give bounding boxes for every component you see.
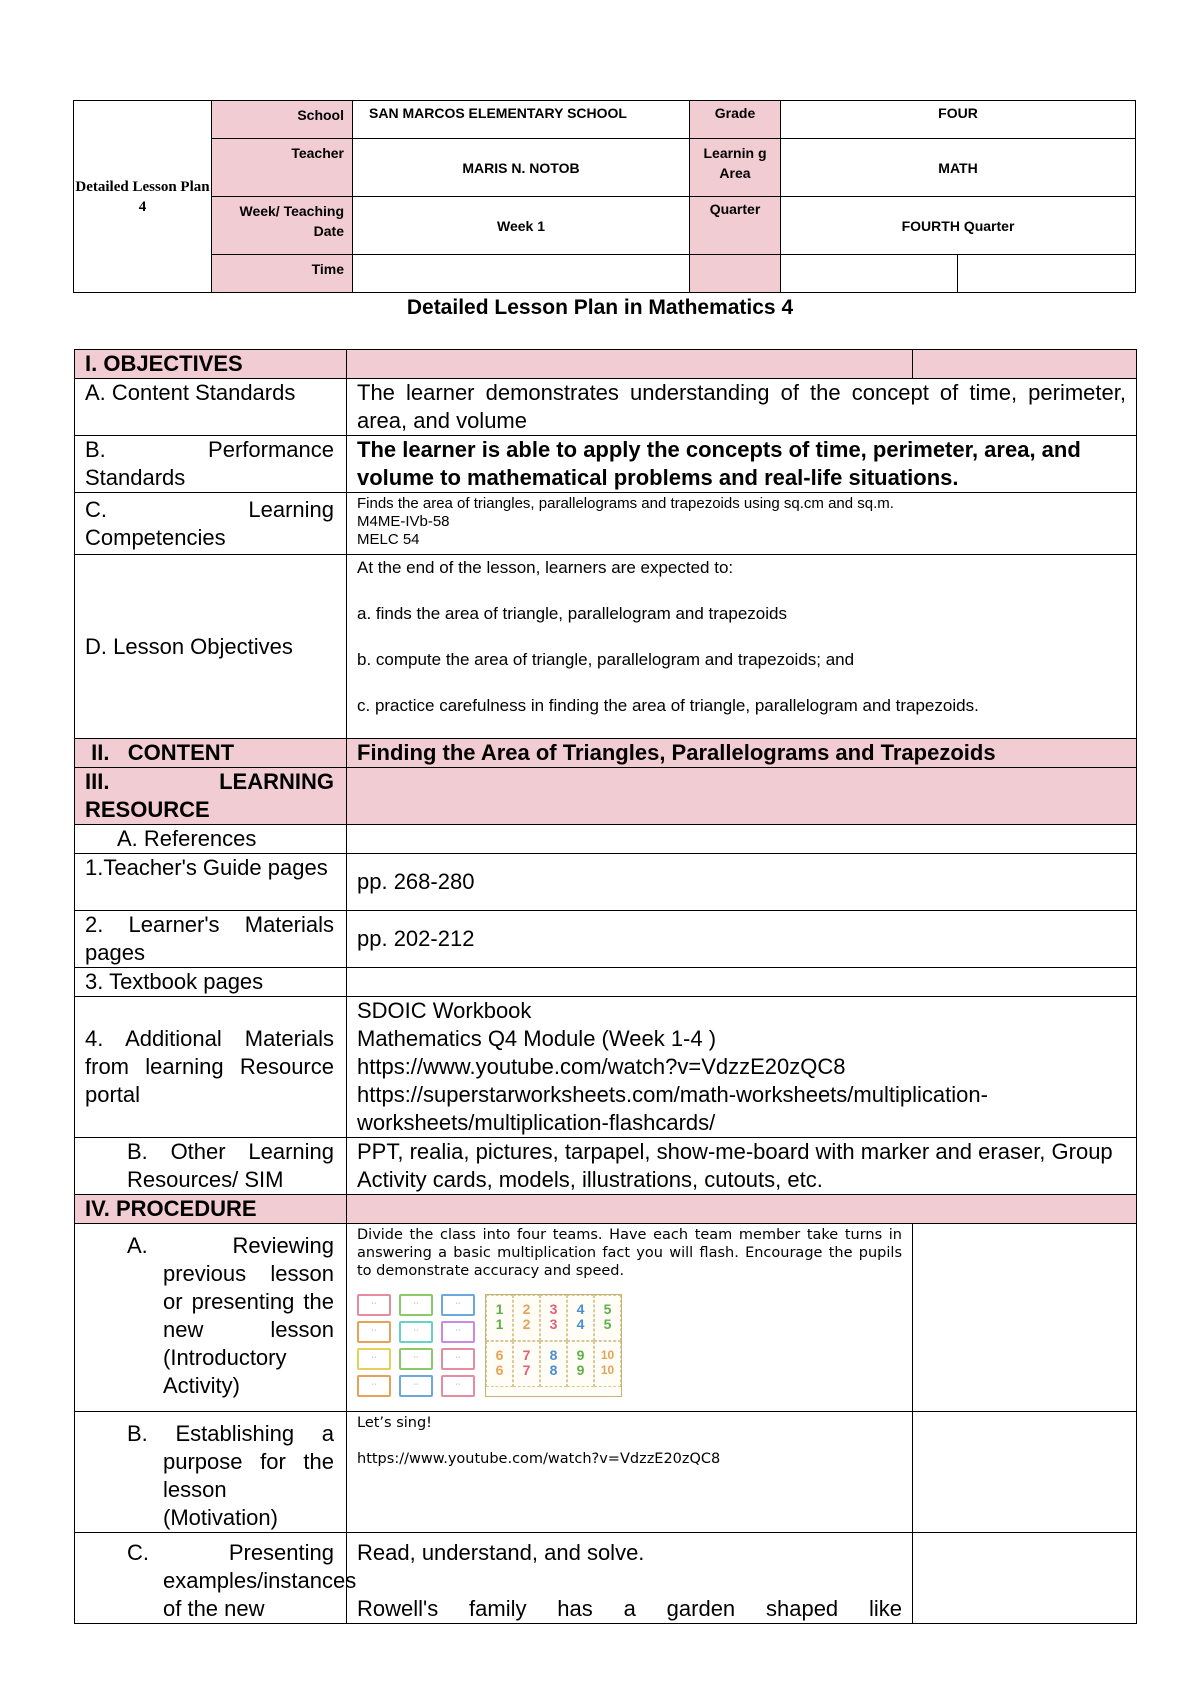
procedure-c-text-2: Rowell's family has a garden shaped like xyxy=(357,1596,902,1621)
objectives-heading-empty xyxy=(347,350,913,379)
lesson-objective-a: a. finds the area of triangle, parallelogram and trapezoids xyxy=(357,604,787,623)
procedure-a-empty xyxy=(913,1224,1137,1412)
procedure-c-label: C. Presenting examples/instances of the new xyxy=(75,1533,347,1624)
other-resources-value: PPT, realia, pictures, tarpapel, show-me-board with marker and eraser, Group Activity cards, models, illustrations, cutouts, etc. xyxy=(347,1138,1137,1195)
additional-1: SDOIC Workbook xyxy=(357,998,532,1023)
objectives-heading-empty-2 xyxy=(913,350,1137,379)
content-value: Finding the Area of Triangles, Parallelograms and Trapezoids xyxy=(347,739,1137,768)
flash-card: ·· xyxy=(441,1321,475,1343)
learners-materials-value: pp. 202-212 xyxy=(347,911,1137,968)
procedure-b-link[interactable]: https://www.youtube.com/watch?v=VdzzE20zQC8 xyxy=(357,1451,721,1467)
learning-competencies-value xyxy=(347,493,1137,555)
flash-number: 1 1 xyxy=(486,1295,513,1341)
header-table xyxy=(73,100,1136,293)
flash-card: ·· xyxy=(399,1294,433,1316)
lesson-objective-c: c. practice carefulness in finding the area of triangle, parallelogram and trapezoids. xyxy=(357,696,979,715)
flash-cards-small xyxy=(357,1294,475,1397)
learning-resource-empty xyxy=(347,768,1137,825)
procedure-a-text: Divide the class into four teams. Have each team member take turns in answering a basic multiplication fact you will flash. Encourage the pupils to demonstrate accuracy and speed. xyxy=(357,1227,902,1279)
grade-label: Grade xyxy=(690,101,781,139)
time-label: Time xyxy=(212,255,353,293)
procedure-b-empty xyxy=(913,1412,1137,1533)
learning-area-value: MATH xyxy=(781,139,1136,197)
week-value: Week 1 xyxy=(353,197,690,255)
procedure-c-empty xyxy=(913,1533,1137,1624)
flash-card: ·· xyxy=(399,1321,433,1343)
lesson-objectives-value xyxy=(347,555,1137,739)
competency-code: M4ME-IVb-58 xyxy=(357,513,450,530)
time-empty-1 xyxy=(690,255,781,293)
procedure-b-value xyxy=(347,1412,913,1533)
procedure-a-value xyxy=(347,1224,913,1412)
performance-standards-value: The learner is able to apply the concepts of time, perimeter, area, and volume to mathematical problems and real-life situations. xyxy=(347,436,1137,493)
flash-number: 6 6 xyxy=(486,1341,513,1387)
additional-link-1[interactable]: https://www.youtube.com/watch?v=VdzzE20zQC8 xyxy=(357,1054,846,1079)
flash-number: 7 7 xyxy=(513,1341,540,1387)
references-label: A. References xyxy=(75,825,347,854)
flash-card: ·· xyxy=(441,1294,475,1316)
flash-number: 9 9 xyxy=(567,1341,594,1387)
learning-area-label: Learnin g Area xyxy=(690,139,781,197)
performance-standards-label: B. Performance Standards xyxy=(75,436,347,493)
time-empty-3 xyxy=(958,255,1136,293)
side-label: Detailed Lesson Plan 4 xyxy=(74,101,212,293)
lesson-intro: At the end of the lesson, learners are expected to: xyxy=(357,558,734,577)
content-standards-value: The learner demonstrates understanding of the concept of time, perimeter, area, and volume xyxy=(347,379,1137,436)
learners-materials-label: 2. Learner's Materials pages xyxy=(75,911,347,968)
grade-value: FOUR xyxy=(781,101,1136,139)
procedure-heading-empty xyxy=(347,1195,1137,1224)
teachers-guide-value: pp. 268-280 xyxy=(347,854,1137,911)
time-empty-2 xyxy=(781,255,958,293)
flash-number: 5 5 xyxy=(594,1295,621,1341)
lesson-plan-table xyxy=(74,349,1137,1624)
flash-card: ·· xyxy=(357,1294,391,1316)
additional-materials-value xyxy=(347,997,1137,1138)
flash-number: 2 2 xyxy=(513,1295,540,1341)
learning-resource-heading: III. LEARNING RESOURCE xyxy=(75,768,347,825)
time-value xyxy=(353,255,690,293)
teacher-label: Teacher xyxy=(212,139,353,197)
additional-materials-label: 4. Additional Materials from learning Resource portal xyxy=(75,997,347,1138)
references-empty xyxy=(347,825,1137,854)
flash-card: ·· xyxy=(441,1348,475,1370)
quarter-label: Quarter xyxy=(690,197,781,255)
flash-number: 4 4 xyxy=(567,1295,594,1341)
teacher-value: MARIS N. NOTOB xyxy=(353,139,690,197)
objectives-heading: I. OBJECTIVES xyxy=(75,350,347,379)
competency-melc: MELC 54 xyxy=(357,531,420,548)
procedure-heading: IV. PROCEDURE xyxy=(75,1195,347,1224)
flash-number: 8 8 xyxy=(540,1341,567,1387)
flash-cards-image xyxy=(357,1294,902,1397)
flash-cards-numbers xyxy=(485,1294,622,1397)
flash-card: ·· xyxy=(399,1348,433,1370)
school-label: School xyxy=(212,101,353,139)
textbook-empty xyxy=(347,968,1137,997)
flash-card: ·· xyxy=(441,1375,475,1397)
procedure-a-label: A. Reviewing previous lesson or presenting the new lesson (Introductory Activity) xyxy=(75,1224,347,1412)
school-value: SAN MARCOS ELEMENTARY SCHOOL xyxy=(353,101,690,139)
additional-link-2[interactable]: https://superstarworksheets.com/math-worksheets/multiplication-worksheets/multiplication-flashcards/ xyxy=(357,1082,988,1135)
document-title: Detailed Lesson Plan in Mathematics 4 xyxy=(406,296,794,319)
procedure-b-label: B. Establishing a purpose for the lesson (Motivation) xyxy=(75,1412,347,1533)
teachers-guide-label: 1.Teacher's Guide pages xyxy=(75,854,347,911)
flash-number: 10 10 xyxy=(594,1341,621,1387)
learning-competencies-label: C. Learning Competencies xyxy=(75,493,347,555)
procedure-b-text: Let’s sing! xyxy=(357,1415,432,1431)
week-label: Week/ Teaching Date xyxy=(212,197,353,255)
flash-number: 3 3 xyxy=(540,1295,567,1341)
competency-text: Finds the area of triangles, parallelograms and trapezoids using sq.cm and sq.m. xyxy=(357,495,894,512)
procedure-c-value xyxy=(347,1533,913,1624)
procedure-c-text-1: Read, understand, and solve. xyxy=(357,1540,645,1565)
other-resources-label: B. Other Learning Resources/ SIM xyxy=(75,1138,347,1195)
flash-card: ·· xyxy=(357,1348,391,1370)
flash-card: ·· xyxy=(357,1375,391,1397)
additional-2: Mathematics Q4 Module (Week 1-4 ) xyxy=(357,1026,717,1051)
content-heading: II. CONTENT xyxy=(75,739,347,768)
lesson-objective-b: b. compute the area of triangle, parallelogram and trapezoids; and xyxy=(357,650,855,669)
content-standards-label: A. Content Standards xyxy=(75,379,347,436)
quarter-value: FOURTH Quarter xyxy=(781,197,1136,255)
flash-card: ·· xyxy=(357,1321,391,1343)
flash-card: ·· xyxy=(399,1375,433,1397)
textbook-label: 3. Textbook pages xyxy=(75,968,347,997)
lesson-objectives-label: D. Lesson Objectives xyxy=(75,555,347,739)
